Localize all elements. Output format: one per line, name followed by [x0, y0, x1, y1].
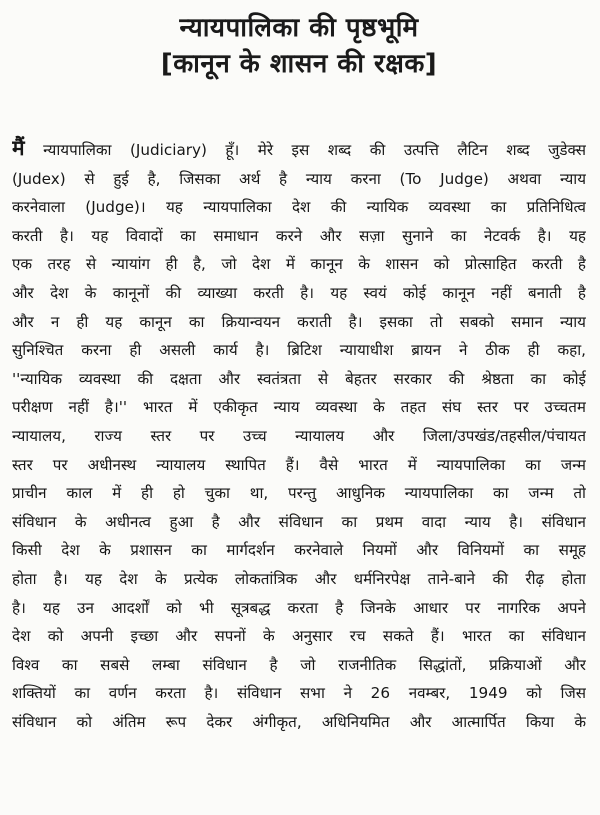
text-line: ''न्यायिक व्यवस्था की दक्षता और स्वतंत्रता से बेहतर सरकार की श्रेष्ठता का कोई — [12, 369, 586, 388]
text-line: करती है। यह विवादों का समाधान करने और सज़ा सुनाने का नेटवर्क है। यह — [12, 226, 586, 245]
text-line: किसी देश के प्रशासन का मार्गदर्शन करनेवाले नियमों और विनियमों का समूह — [12, 541, 586, 560]
text-line: होता है। यह देश के प्रत्येक लोकतांत्रिक और धर्मनिरपेक्ष ताने-बाने की रीढ़ होता — [12, 569, 586, 588]
text-line: है। यह उन आदर्शों को भी सूत्रबद्ध करता है जिनके आधार पर नागरिक अपने — [12, 598, 586, 617]
text-line-content: न्यायपालिका (Judiciary) हूँ। मेरे इस शब्द की उत्पत्ति लैटिन शब्द जुडेक्स — [24, 141, 586, 159]
text-line: और न ही यह कानून का क्रियान्वयन कराती है। इसका तो सबको समान न्याय — [12, 312, 586, 331]
text-line: न्यायालय, राज्य स्तर पर उच्च न्यायालय और जिला/उपखंड/तहसील/पंचायत — [12, 426, 586, 445]
text-line: और देश के कानूनों की व्याख्या करती है। यह स्वयं कोई कानून नहीं बनाती है — [12, 283, 586, 302]
text-line: संविधान को अंतिम रूप देकर अंगीकृत, अधिनियमित और आत्मार्पित किया के — [12, 712, 586, 731]
lead-word: मैं — [12, 136, 25, 160]
text-line: स्तर पर अधीनस्थ न्यायालय स्थापित हैं। वैसे भारत में न्यायपालिका का जन्म — [12, 455, 586, 474]
text-line: प्राचीन काल में ही हो चुका था, परन्तु आधुनिक न्यायपालिका का जन्म तो — [12, 484, 586, 503]
page-subtitle: [कानून के शासन की रक्षक] — [160, 49, 438, 79]
text-line: परीक्षण नहीं है।'' भारत में एकीकृत न्याय व्यवस्था के तहत संघ स्तर पर उच्चतम — [12, 398, 586, 417]
text-line — [12, 134, 586, 165]
text-line: शक्तियों का वर्णन करता है। संविधान सभा ने 26 नवम्बर, 1949 को जिस — [12, 684, 586, 703]
page-title: न्यायपालिका की पृष्ठभूमि — [179, 13, 419, 43]
text-line: करनेवाला (Judge)। यह न्यायपालिका देश की न्यायिक व्यवस्था का प्रतिनिधित्व — [12, 198, 586, 217]
text-line: संविधान के अधीनत्व हुआ है और संविधान का प्रथम वादा न्याय है। संविधान — [12, 512, 586, 531]
text-line: सुनिश्चित करना ही असली कार्य है। ब्रिटिश न्यायाधीश ब्रायन ने ठीक ही कहा, — [12, 341, 586, 360]
text-line: देश को अपनी इच्छा और सपनों के अनुसार रच सकते हैं। भारत का संविधान — [12, 627, 586, 646]
text-line: (Judex) से हुई है, जिसका अर्थ है न्याय करना (To Judge) अथवा न्याय — [12, 169, 586, 188]
body-paragraph — [12, 134, 586, 736]
text-line: एक तरह से न्यायांग ही है, जो देश में कानून के शासन को प्रोत्साहित करती है — [12, 255, 586, 274]
text-line: विश्व का सबसे लम्बा संविधान है जो राजनीतिक सिद्धांतों, प्रक्रियाओं और — [12, 655, 586, 674]
